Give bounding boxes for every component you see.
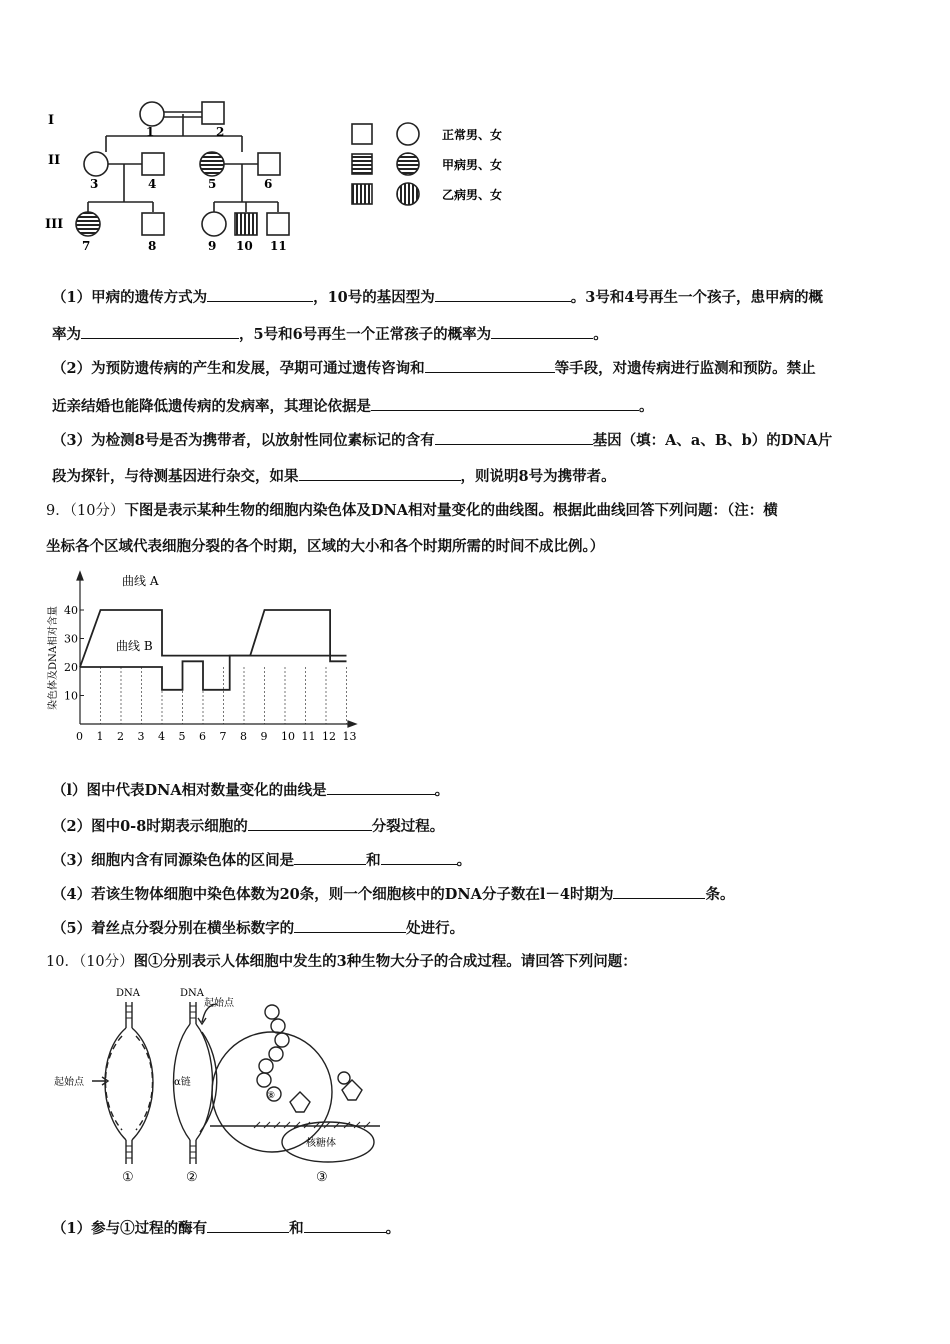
gen-label-i: I bbox=[48, 113, 55, 128]
x-tick-label: 6 bbox=[199, 730, 206, 743]
individual-number: 11 bbox=[270, 239, 287, 253]
answer-blank[interactable] bbox=[304, 1218, 386, 1233]
x-tick-label: 1 bbox=[96, 730, 104, 743]
q8-part3-line2 bbox=[52, 466, 616, 487]
q9-stem-line1 bbox=[46, 501, 778, 521]
q9-text: （l）图中代表DNA相对数量变化的曲线是 bbox=[52, 782, 327, 799]
individual-number: 5 bbox=[208, 177, 217, 191]
q10-text: 和 bbox=[289, 1220, 304, 1237]
q9-number: 9．（10分） bbox=[46, 503, 125, 519]
answer-blank[interactable] bbox=[207, 1218, 289, 1233]
legend-normal-female bbox=[397, 123, 419, 145]
residue-label: ⑧ bbox=[267, 1091, 276, 1101]
y-tick-label: 10 bbox=[64, 689, 78, 703]
q8-text: （1）甲病的遗传方式为 bbox=[52, 289, 208, 306]
individual-7 bbox=[76, 212, 100, 236]
q9-text: （3）细胞内含有同源染色体的区间是 bbox=[52, 852, 295, 869]
gen-label-ii: II bbox=[48, 153, 61, 168]
q9-sub5 bbox=[52, 918, 464, 939]
series-label-b: 曲线 B bbox=[116, 639, 153, 653]
dna-label-1: DNA bbox=[116, 988, 140, 999]
q10-sub1 bbox=[52, 1218, 400, 1239]
individual-number: 10 bbox=[236, 239, 253, 253]
q9-text: （2）图中0-8时期表示细胞的 bbox=[52, 818, 248, 835]
individual-5 bbox=[200, 152, 224, 176]
q8-part1-line1 bbox=[52, 287, 823, 308]
answer-blank[interactable] bbox=[435, 430, 593, 445]
origin-label-1: 起始点 bbox=[54, 1077, 84, 1088]
individual-3 bbox=[84, 152, 108, 176]
q9-sub4 bbox=[52, 884, 734, 905]
individual-number: 1 bbox=[146, 125, 155, 139]
q8-part2-line2 bbox=[52, 396, 654, 417]
y-tick-label: 20 bbox=[64, 661, 78, 674]
answer-blank[interactable] bbox=[81, 324, 239, 339]
x-tick-label: 10 bbox=[281, 730, 295, 743]
x-tick-label: 4 bbox=[158, 730, 165, 743]
x-tick-label: 3 bbox=[137, 730, 145, 743]
legend-normal-male bbox=[352, 124, 372, 144]
individual-11 bbox=[267, 213, 289, 235]
individual-2 bbox=[202, 102, 224, 124]
individual-4 bbox=[142, 153, 164, 175]
individual-1 bbox=[140, 102, 164, 126]
answer-blank[interactable] bbox=[371, 396, 639, 411]
legend-disease-a-male bbox=[352, 154, 372, 174]
q9-text: （5）着丝点分裂分别在横坐标数字的 bbox=[52, 920, 295, 937]
q9-text: 和 bbox=[366, 852, 381, 869]
y-tick-label: 30 bbox=[64, 632, 78, 646]
q9-text: 。 bbox=[456, 852, 472, 869]
q9-stem-line2 bbox=[46, 537, 604, 557]
q8-text: 率为 bbox=[52, 326, 81, 343]
answer-blank[interactable] bbox=[299, 466, 461, 481]
q10-stem-text: 图①分别表示人体细胞中发生的3种生物大分子的合成过程。请回答下列问题： bbox=[133, 953, 637, 970]
individual-number: 7 bbox=[82, 239, 91, 253]
legend-disease-b-male bbox=[352, 184, 372, 204]
q8-text: ，5号和6号再生一个正常孩子的概率为 bbox=[239, 326, 492, 343]
q8-text: 。3号和4号再生一个孩子，患甲病的概 bbox=[570, 289, 823, 306]
chromosome-dna-chart bbox=[40, 568, 370, 748]
q8-text: 基因（填：A、a、B、b）的DNA片 bbox=[592, 432, 833, 449]
figure-number-3: ③ bbox=[316, 1170, 328, 1185]
x-tick-label: 7 bbox=[219, 730, 227, 743]
dna-label-2: DNA bbox=[180, 988, 204, 999]
q10-stem bbox=[46, 952, 637, 972]
y-tick-label: 40 bbox=[64, 604, 78, 617]
answer-blank[interactable] bbox=[381, 850, 457, 865]
x-tick-label: 0 bbox=[76, 730, 83, 743]
q9-sub1 bbox=[52, 780, 449, 801]
figure-number-1: ① bbox=[122, 1170, 134, 1185]
x-tick-label: 13 bbox=[342, 730, 357, 743]
y-axis-label: 染色体及DNA相对含量 bbox=[48, 606, 59, 710]
individual-number: 3 bbox=[90, 177, 99, 191]
q8-text: （3）为检测8号是否为携带者，以放射性同位素标记的含有 bbox=[52, 432, 435, 449]
x-tick-label: 2 bbox=[117, 730, 124, 743]
q9-stem: 坐标各个区域代表细胞分裂的各个时期，区域的大小和各个时期所需的时间不成比例。） bbox=[46, 538, 605, 555]
q8-text: 段为探针，与待测基因进行杂交，如果 bbox=[52, 468, 299, 485]
answer-blank[interactable] bbox=[613, 884, 705, 899]
answer-blank[interactable] bbox=[435, 287, 571, 302]
legend-disease-b-female bbox=[397, 183, 419, 205]
q8-text: ，则说明8号为携带者。 bbox=[460, 468, 616, 485]
series-label-a: 曲线 A bbox=[122, 574, 159, 588]
q8-text: 等手段，对遗传病进行监测和预防。禁止 bbox=[554, 360, 816, 377]
ribosome-label: 核糖体 bbox=[306, 1138, 336, 1149]
x-tick-label: 11 bbox=[301, 730, 316, 743]
answer-blank[interactable] bbox=[294, 918, 406, 933]
legend-disease-b-label: 乙病男、女 bbox=[442, 188, 503, 202]
q8-text: ，10号的基因型为 bbox=[313, 289, 435, 306]
q10-text: 。 bbox=[385, 1220, 401, 1237]
q9-sub2 bbox=[52, 816, 444, 837]
legend-disease-a-female bbox=[397, 153, 419, 175]
individual-6 bbox=[258, 153, 280, 175]
individual-9 bbox=[202, 212, 226, 236]
answer-blank[interactable] bbox=[207, 287, 313, 302]
q9-stem: 下图是表示某种生物的细胞内染色体及DNA相对量变化的曲线图。根据此曲线回答下列问题：（注：横 bbox=[124, 502, 778, 519]
individual-number: 9 bbox=[208, 239, 217, 253]
x-tick-label: 12 bbox=[322, 730, 336, 743]
q9-text: 。 bbox=[434, 782, 450, 799]
individual-number: 6 bbox=[264, 177, 273, 191]
q9-text: 条。 bbox=[705, 886, 735, 903]
q8-part3-line1 bbox=[52, 430, 832, 451]
q9-sub3 bbox=[52, 850, 471, 871]
individual-number: 8 bbox=[148, 239, 157, 253]
origin-label-2: 起始点 bbox=[204, 998, 234, 1009]
synthesis-figure bbox=[50, 982, 410, 1188]
figure-number-2: ② bbox=[186, 1170, 198, 1185]
q8-part2-line1 bbox=[52, 358, 816, 379]
q9-text: 分裂过程。 bbox=[371, 818, 445, 835]
q9-text: （4）若该生物体细胞中染色体数为20条，则一个细胞核中的DNA分子数在l－4时期为 bbox=[52, 886, 614, 903]
q10-number: 10．（10分） bbox=[46, 954, 134, 970]
pedigree-figure bbox=[40, 92, 520, 260]
answer-blank[interactable] bbox=[491, 324, 593, 339]
q8-text: 近亲结婚也能降低遗传病的发病率，其理论依据是 bbox=[52, 398, 371, 415]
alpha-chain-label: α链 bbox=[174, 1077, 191, 1088]
q8-text: 。 bbox=[639, 398, 654, 415]
q8-text: （2）为预防遗传病的产生和发展，孕期可通过遗传咨询和 bbox=[52, 360, 425, 377]
individual-10 bbox=[235, 213, 257, 235]
answer-blank[interactable] bbox=[294, 850, 366, 865]
legend-normal-label: 正常男、女 bbox=[442, 128, 503, 142]
individual-8 bbox=[142, 213, 164, 235]
legend-disease-a-label: 甲病男、女 bbox=[442, 158, 503, 172]
answer-blank[interactable] bbox=[425, 358, 555, 373]
x-tick-label: 9 bbox=[260, 730, 268, 743]
q10-text: （1）参与①过程的酶有 bbox=[52, 1220, 208, 1237]
x-tick-label: 8 bbox=[240, 730, 247, 743]
individual-number: 2 bbox=[216, 125, 225, 139]
gen-label-iii: III bbox=[45, 217, 64, 232]
answer-blank[interactable] bbox=[327, 780, 435, 795]
answer-blank[interactable] bbox=[248, 816, 372, 831]
q8-part1-line2 bbox=[52, 324, 608, 345]
individual-number: 4 bbox=[148, 177, 157, 191]
x-axis-arrow bbox=[348, 721, 356, 727]
series-line-curve-b bbox=[80, 656, 347, 690]
q8-text: 。 bbox=[593, 326, 608, 343]
x-tick-label: 5 bbox=[178, 730, 186, 743]
y-axis-arrow bbox=[77, 572, 83, 580]
q9-text: 处进行。 bbox=[406, 920, 465, 937]
